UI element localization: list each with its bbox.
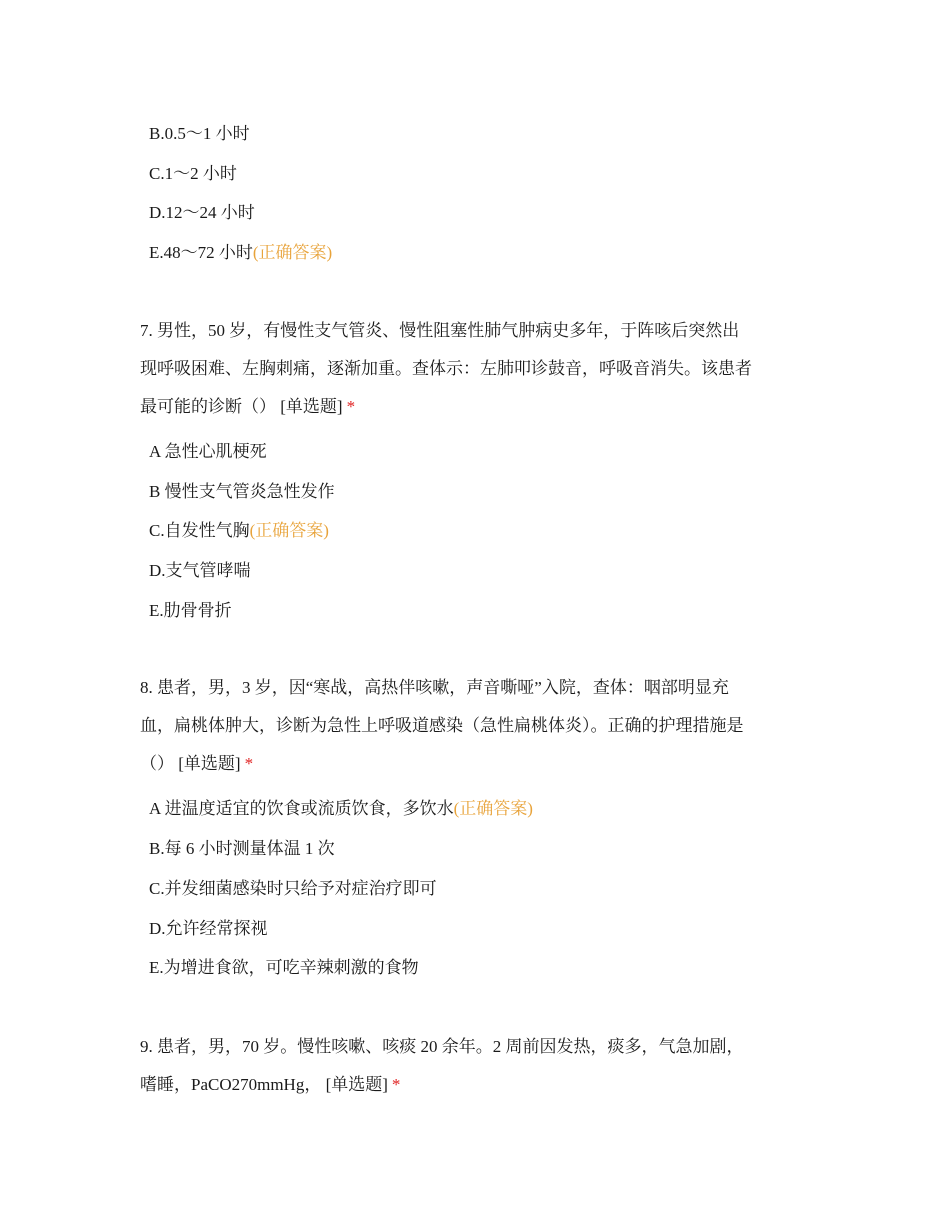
option-text: E.为增进食欲，可吃辛辣刺激的食物 (149, 958, 419, 977)
question-line: 9. 患者，男，70 岁。慢性咳嗽、咳痰 20 余年。2 周前因发热，痰多，气急加剧， (140, 1037, 744, 1056)
option-text: A 进温度适宜的饮食或流质饮食，多饮水 (149, 799, 454, 818)
question-line: 8. 患者，男，3 岁，因“寒战，高热伴咳嗽，声音嘶哑”入院，查体：咽部明显充 (140, 678, 729, 697)
option-text: C.并发细菌感染时只给予对症治疗即可 (149, 879, 437, 898)
option-q6-c[interactable] (149, 162, 237, 186)
question-line (140, 751, 820, 789)
question-line (140, 1072, 820, 1110)
question-line: 7. 男性，50 岁，有慢性支气管炎、慢性阻塞性肺气肿病史多年，于阵咳后突然出 (140, 321, 740, 340)
option-text: B.0.5～1 小时 (149, 124, 250, 143)
option-text: E.肋骨骨折 (149, 601, 232, 620)
option-q7-b[interactable] (149, 480, 335, 504)
question-line-text: 最可能的诊断（） [单选题] (140, 397, 343, 416)
option-q6-d[interactable] (149, 201, 255, 225)
option-text: B.每 6 小时测量体温 1 次 (149, 839, 335, 858)
option-q6-b[interactable] (149, 122, 250, 146)
correct-answer-tag: (正确答案) (252, 243, 333, 262)
option-q7-e[interactable] (149, 599, 232, 623)
option-text: C.1～2 小时 (149, 164, 237, 183)
required-mark: * (244, 754, 254, 773)
option-q7-a[interactable] (149, 440, 267, 464)
option-q7-c[interactable] (149, 519, 329, 543)
required-mark: * (346, 397, 356, 416)
option-q8-b[interactable] (149, 837, 335, 861)
option-q8-e[interactable] (149, 956, 419, 980)
option-text: E.48～72 小时 (149, 243, 253, 262)
question-7-stem (140, 318, 820, 432)
question-8-stem (140, 675, 820, 789)
question-9-stem (140, 1034, 820, 1110)
option-text: D.支气管哮喘 (149, 561, 251, 580)
option-text: D.12～24 小时 (149, 203, 255, 222)
option-q7-d[interactable] (149, 559, 251, 583)
correct-answer-tag: (正确答案) (249, 521, 329, 540)
correct-answer-tag: (正确答案) (453, 799, 533, 818)
question-line (140, 394, 820, 432)
option-text: B 慢性支气管炎急性发作 (149, 482, 335, 501)
option-q6-e[interactable] (149, 241, 332, 265)
question-line: 血，扁桃体肿大，诊断为急性上呼吸道感染（急性扁桃体炎）。正确的护理措施是 (140, 716, 744, 735)
option-q8-a[interactable] (149, 797, 533, 821)
option-text: D.允许经常探视 (149, 919, 268, 938)
required-mark: * (391, 1075, 401, 1094)
option-q8-c[interactable] (149, 877, 437, 901)
question-line: 现呼吸困难、左胸刺痛，逐渐加重。查体示：左肺叩诊鼓音，呼吸音消失。该患者 (140, 359, 752, 378)
question-line-text: 嗜睡，PaCO270mmHg， [单选题] (140, 1075, 388, 1094)
question-line-text: （） [单选题] (140, 754, 241, 773)
option-text: A 急性心肌梗死 (149, 442, 267, 461)
option-q8-d[interactable] (149, 917, 268, 941)
option-text: C.自发性气胸 (149, 521, 250, 540)
